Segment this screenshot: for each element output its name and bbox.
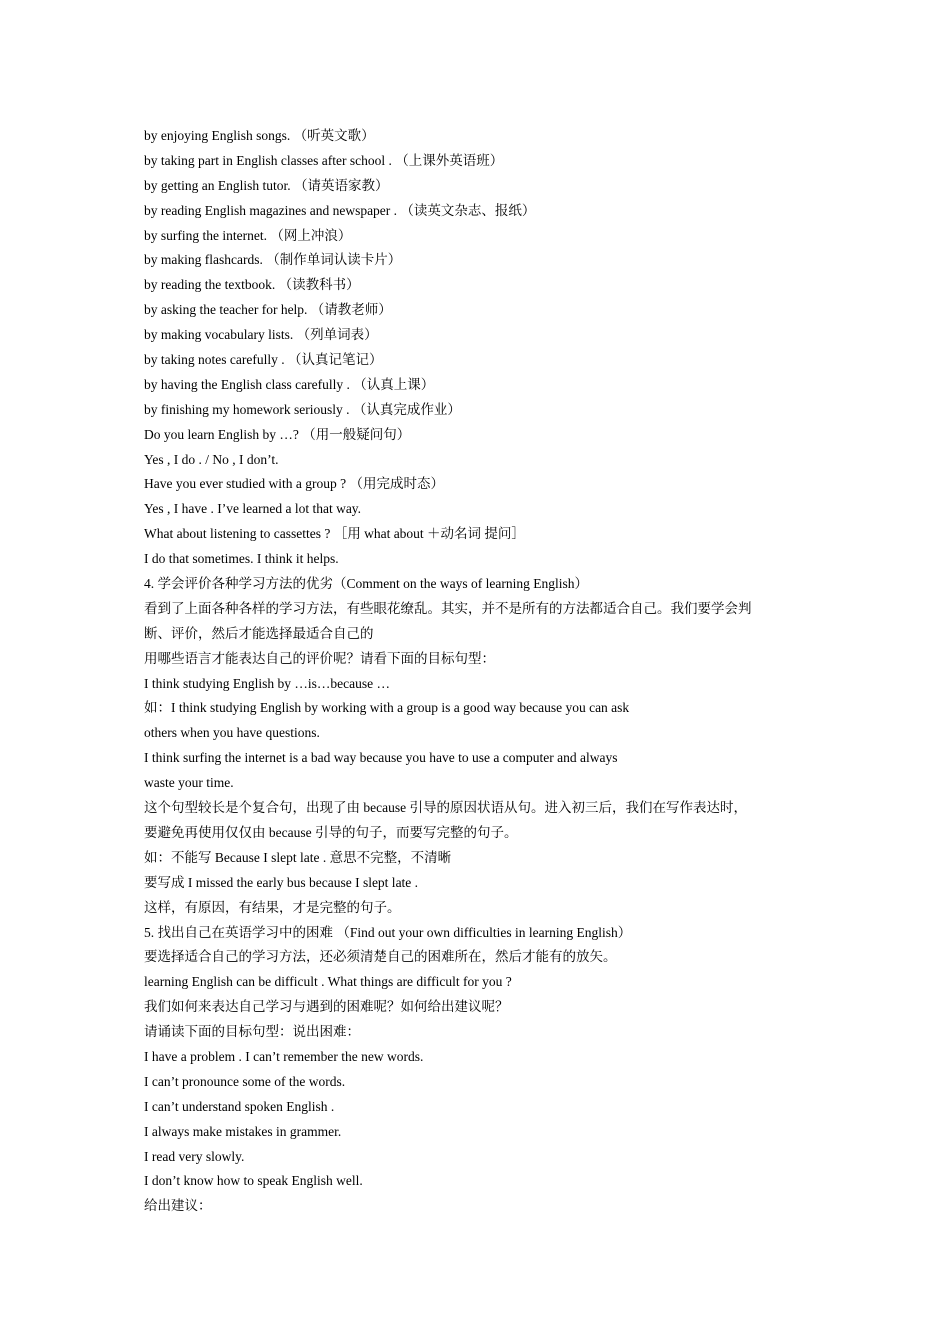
- text-line: I think studying English by …is…because …: [144, 675, 390, 691]
- text-line: by taking notes carefully . （认真记笔记）: [144, 352, 383, 368]
- text-line: 要选择适合自己的学习方法，还必须清楚自己的困难所在，然后才能有的放矢。: [144, 949, 617, 965]
- text-line: 请诵读下面的目标句型：说出困难：: [144, 1024, 360, 1040]
- text-line: 用哪些语言才能表达自己的评价呢？请看下面的目标句型：: [144, 650, 495, 666]
- text-line: others when you have questions.: [144, 725, 320, 741]
- text-line: 看到了上面各种各样的学习方法，有些眼花缭乱。其实，并不是所有的方法都适合自己。我们要学会判: [144, 600, 752, 616]
- text-line: 如：I think studying English by working with a group is a good way because you can ask: [144, 700, 630, 716]
- text-line: by reading the textbook. （读教科书）: [144, 277, 360, 293]
- text-line: I can’t understand spoken English .: [144, 1098, 335, 1114]
- text-line: 如：不能写 Because I slept late . 意思不完整，不清晰: [144, 849, 452, 865]
- text-line: I always make mistakes in grammer.: [144, 1123, 342, 1139]
- text-line: I read very slowly.: [144, 1148, 245, 1164]
- text-line: 这样，有原因，有结果，才是完整的句子。: [144, 899, 401, 915]
- text-line: by getting an English tutor. （请英语家教）: [144, 177, 389, 193]
- text-line: learning English can be difficult . What things are difficult for you ?: [144, 974, 512, 990]
- text-line: I have a problem . I can’t remember the new words.: [144, 1048, 424, 1064]
- text-line: by making flashcards. （制作单词认读卡片）: [144, 252, 402, 268]
- text-line: I do that sometimes. I think it helps.: [144, 551, 339, 567]
- text-line: 这个句型较长是个复合句，出现了由 because 引导的原因状语从句。进入初三后，我们在写作表达时，: [144, 800, 747, 816]
- text-line: by enjoying English songs. （听英文歌）: [144, 128, 375, 143]
- text-line: I can’t pronounce some of the words.: [144, 1073, 346, 1089]
- text-line: 要写成 I missed the early bus because I slept late .: [144, 874, 419, 890]
- text-line: Yes , I have . I’ve learned a lot that way.: [144, 501, 362, 517]
- text-line: by having the English class carefully . （认真上课）: [144, 376, 435, 392]
- text-line: by finishing my homework seriously . （认真完成作业）: [144, 401, 461, 417]
- text-line: I think surfing the internet is a bad way because you have to use a computer and always: [144, 750, 618, 766]
- text-line: What about listening to cassettes ? ［用 what about ＋动名词 提问］: [144, 526, 525, 542]
- text-line: 断、评价，然后才能选择最适合自己的: [144, 625, 374, 641]
- text-line: by asking the teacher for help. （请教老师）: [144, 302, 392, 318]
- text-line: by reading English magazines and newspaper . （读英文杂志、报纸）: [144, 202, 536, 218]
- text-line: Do you learn English by …? （用一般疑问句）: [144, 426, 411, 442]
- text-line: I don’t know how to speak English well.: [144, 1173, 363, 1189]
- text-line: 我们如何来表达自己学习与遇到的困难呢？如何给出建议呢？: [144, 999, 509, 1015]
- section-heading: 5. 找出自己在英语学习中的困难 （Find out your own difficulties in learning English）: [144, 924, 632, 940]
- text-line: 给出建议：: [144, 1198, 212, 1214]
- text-line: 要避免再使用仅仅由 because 引导的句子，而要写完整的句子。: [144, 824, 518, 840]
- text-line: waste your time.: [144, 775, 234, 791]
- text-line: Have you ever studied with a group ? （用完成时态）: [144, 476, 444, 492]
- document-body: [144, 124, 824, 1219]
- text-line: by surfing the internet. （网上冲浪）: [144, 227, 352, 243]
- text-line: by taking part in English classes after school . （上课外英语班）: [144, 152, 504, 168]
- text-line: Yes , I do . / No , I don’t.: [144, 451, 279, 467]
- section-heading: 4. 学会评价各种学习方法的优劣（Comment on the ways of learning English）: [144, 576, 588, 592]
- text-line: by making vocabulary lists. （列单词表）: [144, 327, 378, 343]
